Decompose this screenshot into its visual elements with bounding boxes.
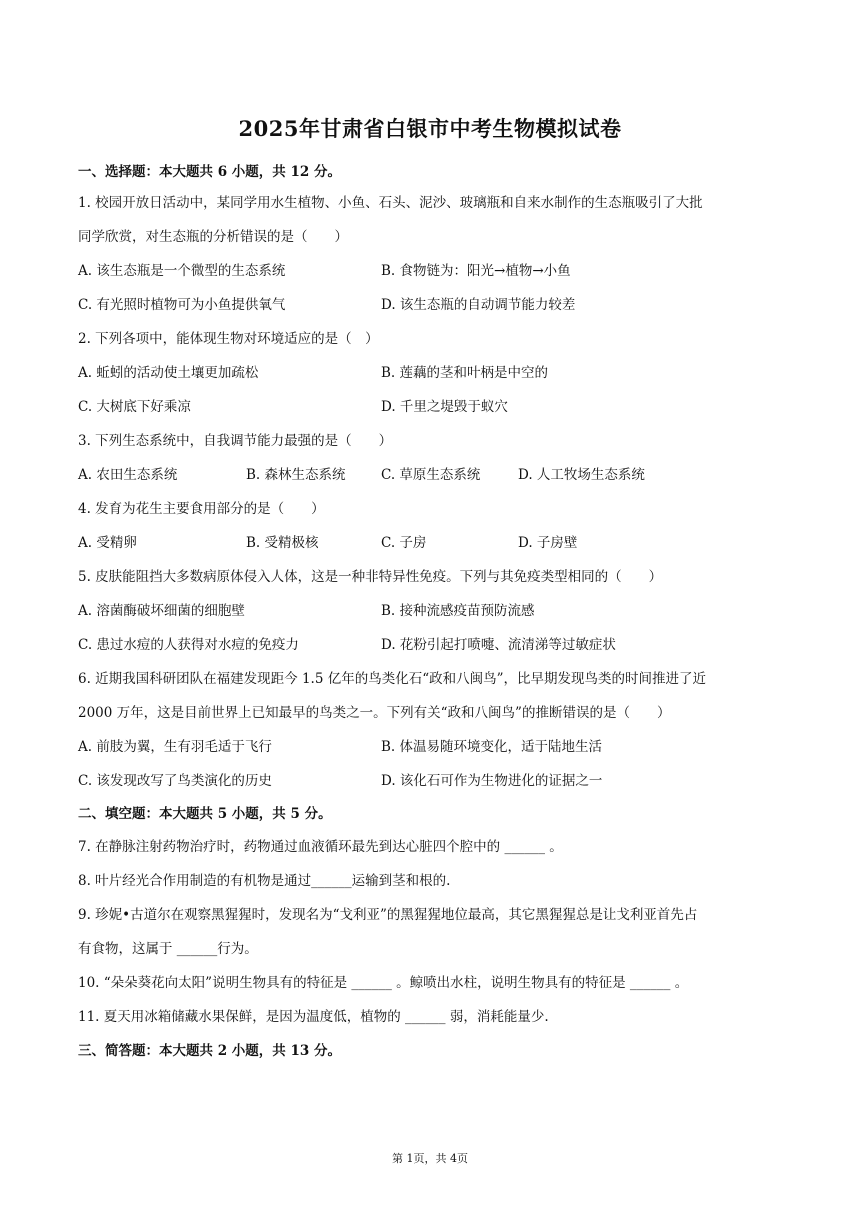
question-10: 10. “朵朵葵花向太阳”说明生物具有的特征是 ______ 。鲸喷出水柱，说明生物具有的特征是 ______ 。 — [78, 975, 689, 991]
question-1-stem-cont: 同学欣赏，对生态瓶的分析错误的是（ ） — [78, 229, 348, 245]
section-heading-short-answer: 三、简答题：本大题共 2 小题，共 13 分。 — [78, 1043, 341, 1059]
question-1-option-a: A. 该生态瓶是一个微型的生态系统 — [78, 263, 286, 279]
question-6-option-a: A. 前肢为翼，生有羽毛适于飞行 — [78, 739, 272, 755]
question-2-option-c: C. 大树底下好乘凉 — [78, 399, 191, 415]
question-3-option-a: A. 农田生态系统 — [78, 467, 178, 483]
question-3-option-d: D. 人工牧场生态系统 — [518, 467, 645, 483]
question-6-option-c: C. 该发现改写了鸟类演化的历史 — [78, 773, 272, 789]
section-heading-choice: 一、选择题：本大题共 6 小题，共 12 分。 — [78, 164, 341, 180]
question-2-option-d: D. 千里之堤毁于蚁穴 — [381, 399, 508, 415]
question-3-option-b: B. 森林生态系统 — [246, 467, 346, 483]
question-5-option-b: B. 接种流感疫苗预防流感 — [381, 603, 535, 619]
question-7: 7. 在静脉注射药物治疗时，药物通过血液循环最先到达心脏四个腔中的 ______ 。 — [78, 839, 563, 855]
question-6-stem: 6. 近期我国科研团队在福建发现距今 1.5 亿年的鸟类化石“政和八闽鸟”，比早期发现鸟类的时间推进了近 — [78, 671, 707, 687]
question-1-option-c: C. 有光照时植物可为小鱼提供氧气 — [78, 297, 286, 313]
question-1-option-b: B. 食物链为：阳光→植物→小鱼 — [381, 263, 571, 279]
question-2-stem: 2. 下列各项中，能体现生物对环境适应的是（ ） — [78, 331, 379, 347]
question-2-option-a: A. 蚯蚓的活动使土壤更加疏松 — [78, 365, 259, 381]
question-4-option-b: B. 受精极核 — [246, 535, 319, 551]
question-3-stem: 3. 下列生态系统中，自我调节能力最强的是（ ） — [78, 433, 393, 449]
question-4-option-d: D. 子房壁 — [518, 535, 578, 551]
question-3-option-c: C. 草原生态系统 — [381, 467, 481, 483]
question-2-option-b: B. 莲藕的茎和叶柄是中空的 — [381, 365, 549, 381]
question-8: 8. 叶片经光合作用制造的有机物是通过______运输到茎和根的. — [78, 873, 451, 889]
section-heading-fill: 二、填空题：本大题共 5 小题，共 5 分。 — [78, 806, 332, 822]
question-5-option-a: A. 溶菌酶破坏细菌的细胞壁 — [78, 603, 245, 619]
question-6-option-d: D. 该化石可作为生物进化的证据之一 — [381, 773, 603, 789]
page-footer: 第 1页，共 4页 — [392, 1152, 468, 1165]
question-6-option-b: B. 体温易随环境变化，适于陆地生活 — [381, 739, 603, 755]
question-5-option-c: C. 患过水痘的人获得对水痘的免疫力 — [78, 637, 299, 653]
question-5-stem: 5. 皮肤能阻挡大多数病原体侵入人体，这是一种非特异性免疫。下列与其免疫类型相同的（ ） — [78, 569, 663, 585]
question-9-stem: 9. 珍妮•古道尔在观察黑猩猩时，发现名为“戈利亚”的黑猩猩地位最高，其它黑猩猩总是让戈利亚首先占 — [78, 907, 698, 923]
question-4-option-a: A. 受精卵 — [78, 535, 137, 551]
question-9-stem-cont: 有食物，这属于 ______行为。 — [78, 941, 258, 957]
question-6-stem-cont: 2000 万年，这是目前世界上已知最早的鸟类之一。下列有关“政和八闽鸟”的推断错误的是（ ） — [78, 705, 671, 721]
page-title: 2025年甘肃省白银市中考生物模拟试卷 — [238, 116, 622, 141]
question-4-option-c: C. 子房 — [381, 535, 427, 551]
question-5-option-d: D. 花粉引起打喷嚏、流清涕等过敏症状 — [381, 637, 616, 653]
question-1-stem: 1. 校园开放日活动中，某同学用水生植物、小鱼、石头、泥沙、玻璃瓶和自来水制作的生态瓶吸引了大批 — [78, 195, 703, 211]
question-11: 11. 夏天用冰箱储藏水果保鲜，是因为温度低，植物的 ______ 弱，消耗能量少. — [78, 1009, 549, 1025]
question-4-stem: 4. 发育为花生主要食用部分的是（ ） — [78, 501, 325, 517]
question-1-option-d: D. 该生态瓶的自动调节能力较差 — [381, 297, 576, 313]
